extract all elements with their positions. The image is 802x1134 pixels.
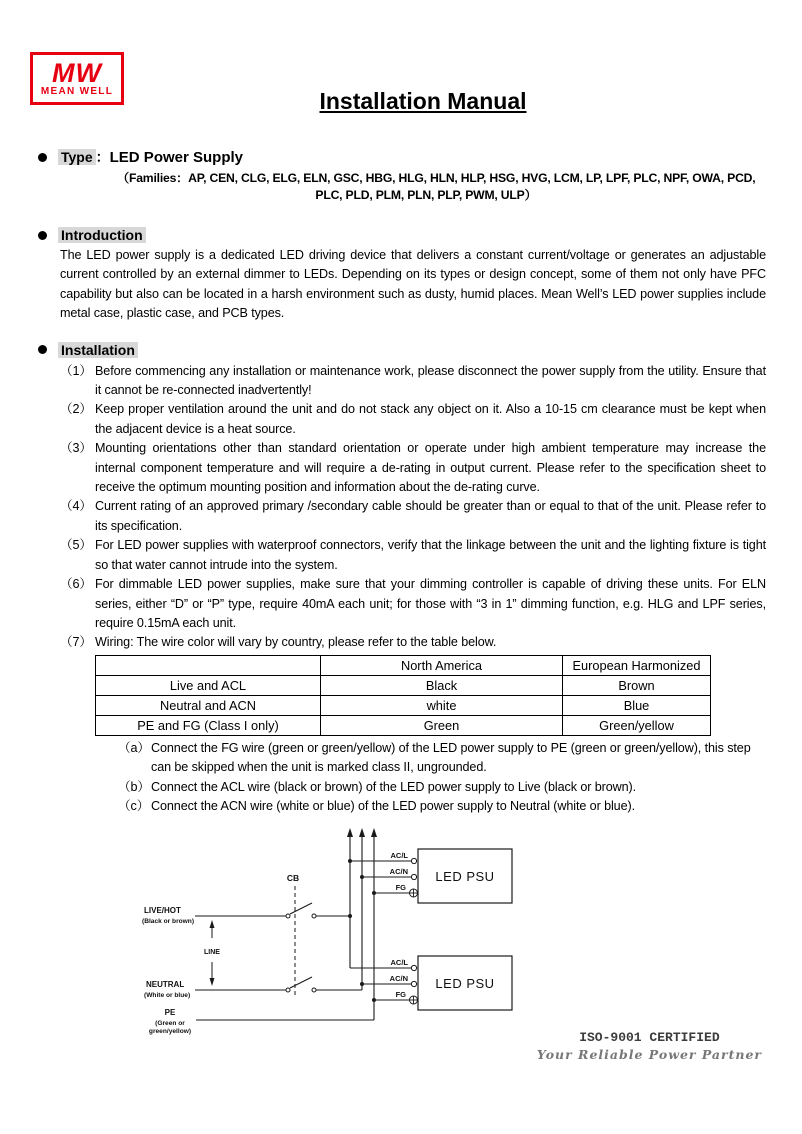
psu2-acn-label: AC/N — [389, 974, 408, 984]
meanwell-monogram: MW — [52, 57, 102, 88]
junction-dot — [360, 875, 364, 879]
wires — [195, 833, 411, 1020]
psu1-acn-label: AC/N — [389, 867, 408, 877]
type-label: Type — [58, 149, 96, 165]
table-row — [96, 715, 711, 735]
neutral-switch-blade — [290, 977, 312, 988]
installation-item-4 — [60, 497, 766, 536]
table-header-cell: North America — [321, 655, 563, 675]
item-number: （1） — [60, 363, 92, 378]
bullet-icon — [38, 345, 47, 354]
item-number: （7） — [60, 635, 92, 650]
wiring-steps — [118, 739, 764, 817]
table-header-cell — [96, 655, 321, 675]
table-cell: white — [321, 695, 563, 715]
item-text: For dimmable LED power supplies, make sure that your dimming controller is capable of driving these units. For ELN series, either “D” or “P” type, require 40mA each unit; for those with “3 in 1” dimming function, e.g. HLG and LPF series, require 0.15mA each unit. — [95, 577, 766, 630]
arrow-down-icon — [210, 978, 215, 986]
terminal-circle — [411, 875, 416, 880]
junction-dot — [348, 859, 352, 863]
table-cell: Neutral and ACN — [96, 695, 321, 715]
table-row — [96, 675, 711, 695]
type-section-header — [38, 147, 802, 167]
item-number: （2） — [60, 402, 92, 417]
item-text: Current rating of an approved primary /secondary cable should be greater than or equal to that of the unit. Please refer to its specification. — [95, 499, 766, 533]
arrow-up-icon — [371, 828, 377, 837]
wire-color-table — [95, 655, 711, 736]
switch-contact — [286, 914, 290, 918]
arrow-up-icon — [359, 828, 365, 837]
wiring-step-b — [118, 778, 764, 797]
arrow-up-icon — [347, 828, 353, 837]
step-letter: （b） — [118, 779, 150, 794]
item-text: Mounting orientations other than standard orientation or operate under high ambient temperature may increase the internal component temperature and will require a de-rating in output current. Please refer to the specification sheet to receive the optimum mounting position and information about the de-rating curve. — [95, 441, 766, 495]
installation-item-1 — [60, 362, 766, 401]
pe-sub-label-2: green/yellow) — [148, 1028, 192, 1036]
table-cell: PE and FG (Class I only) — [96, 715, 321, 735]
item-text: Wiring: The wire color will vary by country, please refer to the table below. — [95, 635, 497, 650]
type-separator: ： — [95, 149, 110, 165]
psu1-acl-label: AC/L — [390, 851, 408, 861]
cb-label: CB — [286, 873, 300, 884]
meanwell-brand-text: MEAN WELL — [40, 85, 114, 97]
installation-items — [60, 362, 766, 653]
installation-item-6 — [60, 575, 766, 633]
installation-item-5 — [60, 536, 766, 575]
live-switch-blade — [290, 903, 312, 914]
installation-item-2 — [60, 400, 766, 439]
step-text: Connect the ACN wire (white or blue) of the LED power supply to Neutral (white or blue). — [151, 798, 635, 813]
junction-dot — [360, 982, 364, 986]
introduction-body: The LED power supply is a dedicated LED driving device that delivers a constant current/voltage or generates an adjustable current controlled by an external dimmer to LEDs. Depending on its types or design concept, some of them not only have PFC capability but also can be located in a harsh environment such as dusty, humid places. Mean Well’s LED power supplies include metal case, plastic case, and PCB types. — [60, 248, 766, 321]
step-letter: （c） — [118, 798, 150, 813]
psu2-label: LED PSU — [435, 976, 495, 992]
terminal-circle — [411, 966, 416, 971]
families-line-1: （Families：AP, CEN, CLG, ELG, ELN, GSC, HBG, HLG, HLN, HLP, HSG, HVG, LCM, LP, LPF, PLC, NPF, OWA, PCD, — [117, 171, 756, 185]
table-header-cell: European Harmonized — [563, 655, 711, 675]
arrow-up-icon — [210, 920, 215, 928]
step-text: Connect the FG wire (green or green/yellow) of the LED power supply to PE (green or green/yellow), this step can be skipped when the unit is marked class II, ungrounded. — [151, 740, 751, 775]
bus-up-arrows — [347, 828, 377, 837]
item-text: Keep proper ventilation around the unit and do not stack any object on it. Also a 10-15 cm clearance must be kept when the adjacent device is a heat source. — [95, 402, 766, 436]
bullet-icon — [38, 231, 47, 240]
installation-item-3 — [60, 439, 766, 497]
table-cell: Green — [321, 715, 563, 735]
psu2-fg-label: FG — [395, 990, 406, 1000]
psu1-fg-label: FG — [395, 883, 406, 893]
neutral-label: NEUTRAL — [146, 980, 185, 990]
item-text: For LED power supplies with waterproof connectors, verify that the linkage between the unit and the lighting fixture is tight so that water cannot intrude into the system. — [95, 538, 766, 572]
table-row — [96, 695, 711, 715]
table-cell: Brown — [563, 675, 711, 695]
page-title: Installation Manual — [319, 88, 527, 114]
installation-item-7 — [60, 633, 766, 652]
wiring-diagram — [130, 824, 570, 1039]
terminal-circle — [411, 859, 416, 864]
table-cell: Live and ACL — [96, 675, 321, 695]
junction-dot — [372, 998, 376, 1002]
wiring-diagram-container — [130, 824, 802, 1044]
bullet-icon — [38, 153, 47, 162]
switch-contact — [286, 988, 290, 992]
switch-contact — [312, 914, 316, 918]
wiring-step-a — [118, 739, 764, 778]
introduction-section-header — [38, 227, 802, 243]
iso-certified-text: ISO-9001 CERTIFIED — [579, 1030, 720, 1045]
table-cell: Black — [321, 675, 563, 695]
live-sub-label: (Black or brown) — [142, 918, 195, 926]
item-number: （5） — [60, 538, 92, 553]
psu2-acl-label: AC/L — [390, 958, 408, 968]
item-number: （3） — [60, 441, 92, 456]
item-number: （6） — [60, 577, 92, 592]
step-letter: （a） — [118, 740, 150, 755]
switch-contact — [312, 988, 316, 992]
pe-label: PE — [164, 1008, 176, 1018]
table-cell: Blue — [563, 695, 711, 715]
table-cell: Green/yellow — [563, 715, 711, 735]
footer — [537, 1030, 762, 1062]
item-text: Before commencing any installation or maintenance work, please disconnect the power supply from the utility. Ensure that it cannot be re-connected inadvertently! — [95, 363, 766, 398]
line-label: LINE — [204, 949, 220, 957]
step-text: Connect the ACL wire (black or brown) of the LED power supply to Live (black or brown). — [151, 779, 637, 794]
table-header-row — [96, 655, 711, 675]
junction-dot — [372, 891, 376, 895]
installation-heading: Installation — [58, 342, 138, 358]
families-line-2: PLC, PLD, PLM, PLN, PLP, PWM, ULP） — [315, 188, 537, 202]
wiring-step-c — [118, 797, 764, 816]
live-label: LIVE/HOT — [144, 906, 181, 916]
psu1-label: LED PSU — [435, 869, 495, 885]
type-value: LED Power Supply — [109, 149, 243, 166]
installation-section-header — [38, 342, 802, 358]
junction-dot — [348, 914, 352, 918]
neutral-sub-label: (White or blue) — [144, 992, 191, 1000]
item-number: （4） — [60, 499, 92, 514]
slogan-text: Your Reliable Power Partner — [536, 1047, 762, 1062]
terminal-circle — [411, 982, 416, 987]
introduction-heading: Introduction — [58, 227, 146, 243]
pe-sub-label-1: (Green or — [155, 1020, 185, 1028]
